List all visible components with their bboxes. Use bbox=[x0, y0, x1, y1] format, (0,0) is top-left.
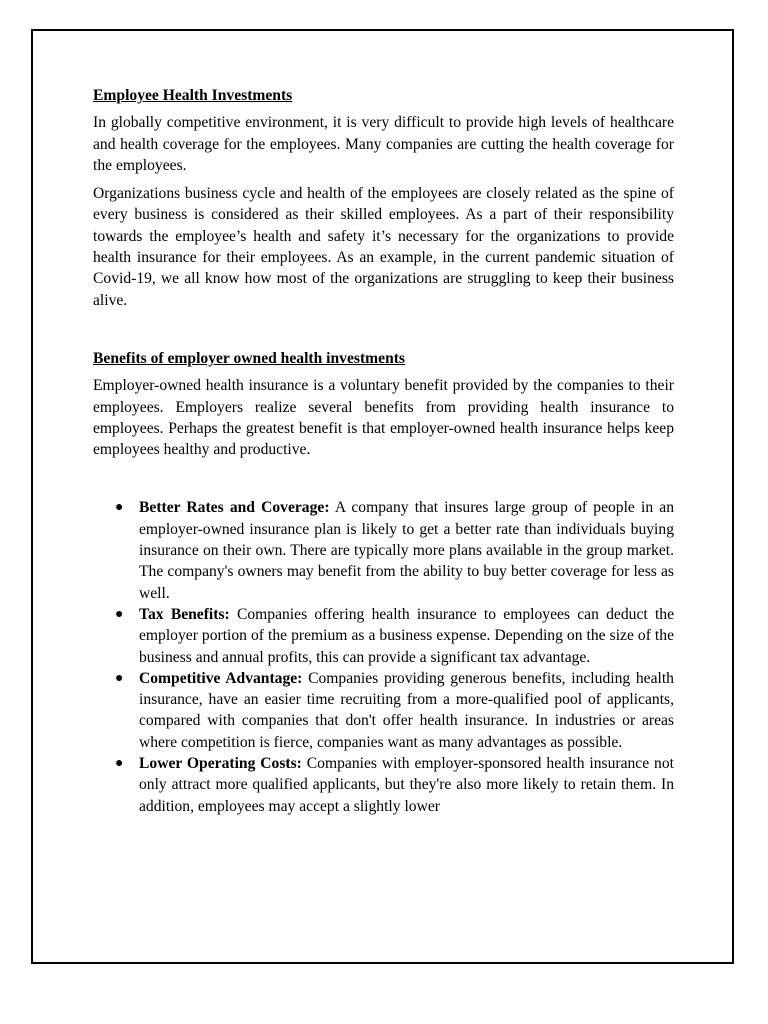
list-item-term: Tax Benefits: bbox=[139, 605, 230, 623]
list-item-tax-benefits bbox=[93, 604, 674, 668]
benefits-list bbox=[93, 497, 674, 816]
bullet-icon: ● bbox=[115, 670, 124, 686]
list-item-better-rates bbox=[93, 497, 674, 603]
list-item-term: Lower Operating Costs: bbox=[139, 755, 302, 773]
list-item-text: A company that insures large group of people in an employer-owned insurance plan is likely to get a better rate than individuals buying insurance on their own. There are typically more plans available in the group market. The company's owners may benefit from the ability to buy better coverage for less as well. bbox=[139, 499, 674, 602]
bullet-icon: ● bbox=[115, 756, 124, 772]
list-item-text: Companies providing generous benefits, including health insurance, have an easier time recruiting from a more-qualified pool of applicants, compared with companies that don't offer health insurance. In industries or areas where competition is fierce, companies want as many advantages as possible. bbox=[139, 669, 674, 751]
bullet-icon: ● bbox=[115, 606, 124, 622]
paragraph-business-cycle: Organizations business cycle and health of the employees are closely related as the spine of every business is considered as their skilled employees. As a part of their responsibility towards the employee’s health and safety it’s necessary for the organizations to provide health insurance for their employees. As an example, in the current pandemic situation of Covid-19, we all know how most of the organizations are struggling to keep their business alive. bbox=[93, 185, 674, 309]
section-heading-employee-health: Employee Health Investments bbox=[93, 87, 293, 104]
list-item-competitive-advantage bbox=[93, 668, 674, 753]
section-heading-benefits: Benefits of employer owned health investments bbox=[93, 349, 405, 367]
document-body bbox=[93, 85, 674, 817]
list-item-lower-operating-costs bbox=[93, 753, 674, 817]
list-item-text: Companies with employer-sponsored health insurance not only attract more qualified applicants, but they're also more likely to retain them. In addition, employees may accept a slightly lower bbox=[139, 755, 674, 815]
bullet-icon: ● bbox=[115, 500, 124, 516]
spacer bbox=[93, 467, 674, 497]
list-item-term: Competitive Advantage: bbox=[139, 669, 303, 687]
spacer bbox=[93, 318, 674, 348]
paragraph-benefits-intro: Employer-owned health insurance is a voluntary benefit provided by the companies to their employees. Employers realize several benefits from providing health insurance to employees. Perhaps the greatest benefit is that employer-owned health insurance helps keep employees healthy and productive. bbox=[93, 377, 674, 459]
paragraph-intro: In globally competitive environment, it is very difficult to provide high levels of healthcare and health coverage for the employees. Many companies are cutting the health coverage for the employees. bbox=[93, 114, 674, 174]
list-item-text: Companies offering health insurance to employees can deduct the employer portion of the premium as a business expense. Depending on the size of the business and annual profits, this can provide a significant tax advantage. bbox=[139, 605, 674, 666]
list-item-term: Better Rates and Coverage: bbox=[139, 499, 330, 517]
